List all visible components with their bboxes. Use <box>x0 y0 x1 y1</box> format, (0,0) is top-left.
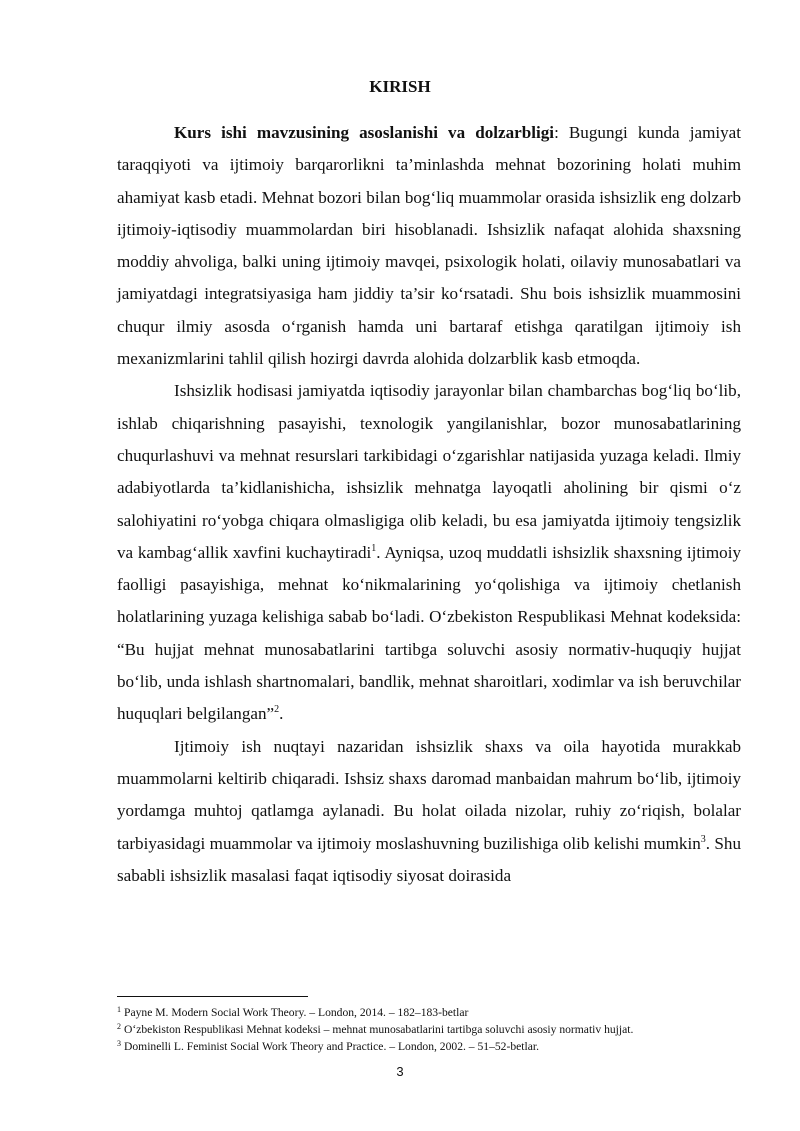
footnote-ref-2[interactable]: 2 <box>274 704 280 716</box>
page-title: KIRISH <box>369 77 431 96</box>
paragraph-text: : Bugungi kunda jamiyat taraqqiyoti va ijtimoiy barqarorlikni ta’minlashda mehnat bozorining holati muhim ahamiyat kasb etadi. Mehnat bozori bilan bog‘liq muammolar orasida ishsizlik eng dolzarb ijtimoiy-iqtisodiy muammolardan biri hisoblanadi. Ishsizlik nafaqat alohida shaxsning moddiy ahvoliga, balki uning ijtimoiy mavqei, psixologik holati, oilaviy munosabatlari va jamiyatdagi integratsiyasiga ham jiddiy ta’sir ko‘rsatadi. Shu bois ishsizlik muammosini chuqur ilmiy asosda o‘rganish hamda uni bartaraf etishga qaratilgan ijtimoiy ish mexanizmlarini tahlil qilish hozirgi davrda alohida dolzarblik kasb etmoqda. <box>117 123 741 369</box>
footnote-mark: 1 <box>117 1005 121 1014</box>
page-number: 3 <box>396 1064 404 1079</box>
paragraph-text: . Ayniqsa, uzoq muddatli ishsizlik shaxsning ijtimoiy faolligi pasayishiga, mehnat ko‘nikmalarining yo‘qolishiga va ijtimoiy chetlanish holatlarining yuzaga kelishiga sabab bo‘ladi. O‘zbekiston Respublikasi Mehnat kodeksida: “Bu hujjat mehnat munosabatlarini tartibga soluvchi asosiy normativ-huquqiy hujjat bo‘lib, unda ishlash shartnomalari, bandlik, mehnat sharoitlari, xodimlar va ish beruvchilar huquqlari belgilangan” <box>117 542 741 724</box>
paragraph-2 <box>117 375 741 730</box>
footnote-text: Dominelli L. Feminist Social Work Theory and Practice. – London, 2002. – 51–52-betlar. <box>124 1040 539 1053</box>
footnote-mark: 3 <box>117 1039 121 1048</box>
paragraph-text: Ishsizlik hodisasi jamiyatda iqtisodiy jarayonlar bilan chambarchas bog‘liq bo‘lib, ishlab chiqarishning pasayishi, texnologik yangilanishlar, bozor munosabatlarining chuqurlashuvi va mehnat resurslari tarkibidagi o‘zgarishlar natijasida yuzaga keladi. Ilmiy adabiyotlarda ta’kidlanishicha, ishsizlik mehnatga layoqatli aholining bir qismi o‘z salohiyatini ro‘yobga chiqara olmasligiga olib keladi, bu esa jamiyatda ijtimoiy tengsizlik va kambag‘allik xavfini kuchaytiradi <box>117 381 741 562</box>
paragraph-text: . <box>279 704 284 724</box>
body-text <box>117 117 741 892</box>
paragraph-text: Ijtimoiy ish nuqtayi nazaridan ishsizlik shaxs va oila hayotida murakkab muammolarni keltirib chiqaradi. Ishsiz shaxs daromad manbaidan mahrum bo‘lib, ijtimoiy yordamga muhtoj qatlamga aylanadi. Bu holat oilada nizolar, ruhiy zo‘riqish, bolalar tarbiyasidagi muammolar va ijtimoiy moslashuvning buzilishiga olib kelishi mumkin <box>117 736 741 853</box>
footnote-ref-1[interactable]: 1 <box>371 542 377 554</box>
paragraph-lead: Kurs ishi mavzusining asoslanishi va dolzarbligi <box>174 123 555 142</box>
footnote-mark: 2 <box>117 1022 121 1031</box>
paragraph-3 <box>117 731 741 892</box>
footnote-separator <box>117 996 308 997</box>
footnote-ref-3[interactable]: 3 <box>700 833 706 845</box>
footnote-1 <box>117 1004 757 1021</box>
footnotes <box>117 1004 757 1055</box>
paragraph-text: . Shu sababli ishsizlik masalasi faqat iqtisodiy siyosat doirasida <box>117 833 741 885</box>
footnote-2 <box>117 1021 757 1038</box>
paragraph-1 <box>117 117 741 375</box>
footnote-text: O‘zbekiston Respublikasi Mehnat kodeksi – mehnat munosabatlarini tartibga soluvchi asosiy normativ hujjat. <box>124 1023 634 1036</box>
footnote-3 <box>117 1038 757 1055</box>
footnote-text: Payne M. Modern Social Work Theory. – London, 2014. – 182–183-betlar <box>124 1006 469 1019</box>
